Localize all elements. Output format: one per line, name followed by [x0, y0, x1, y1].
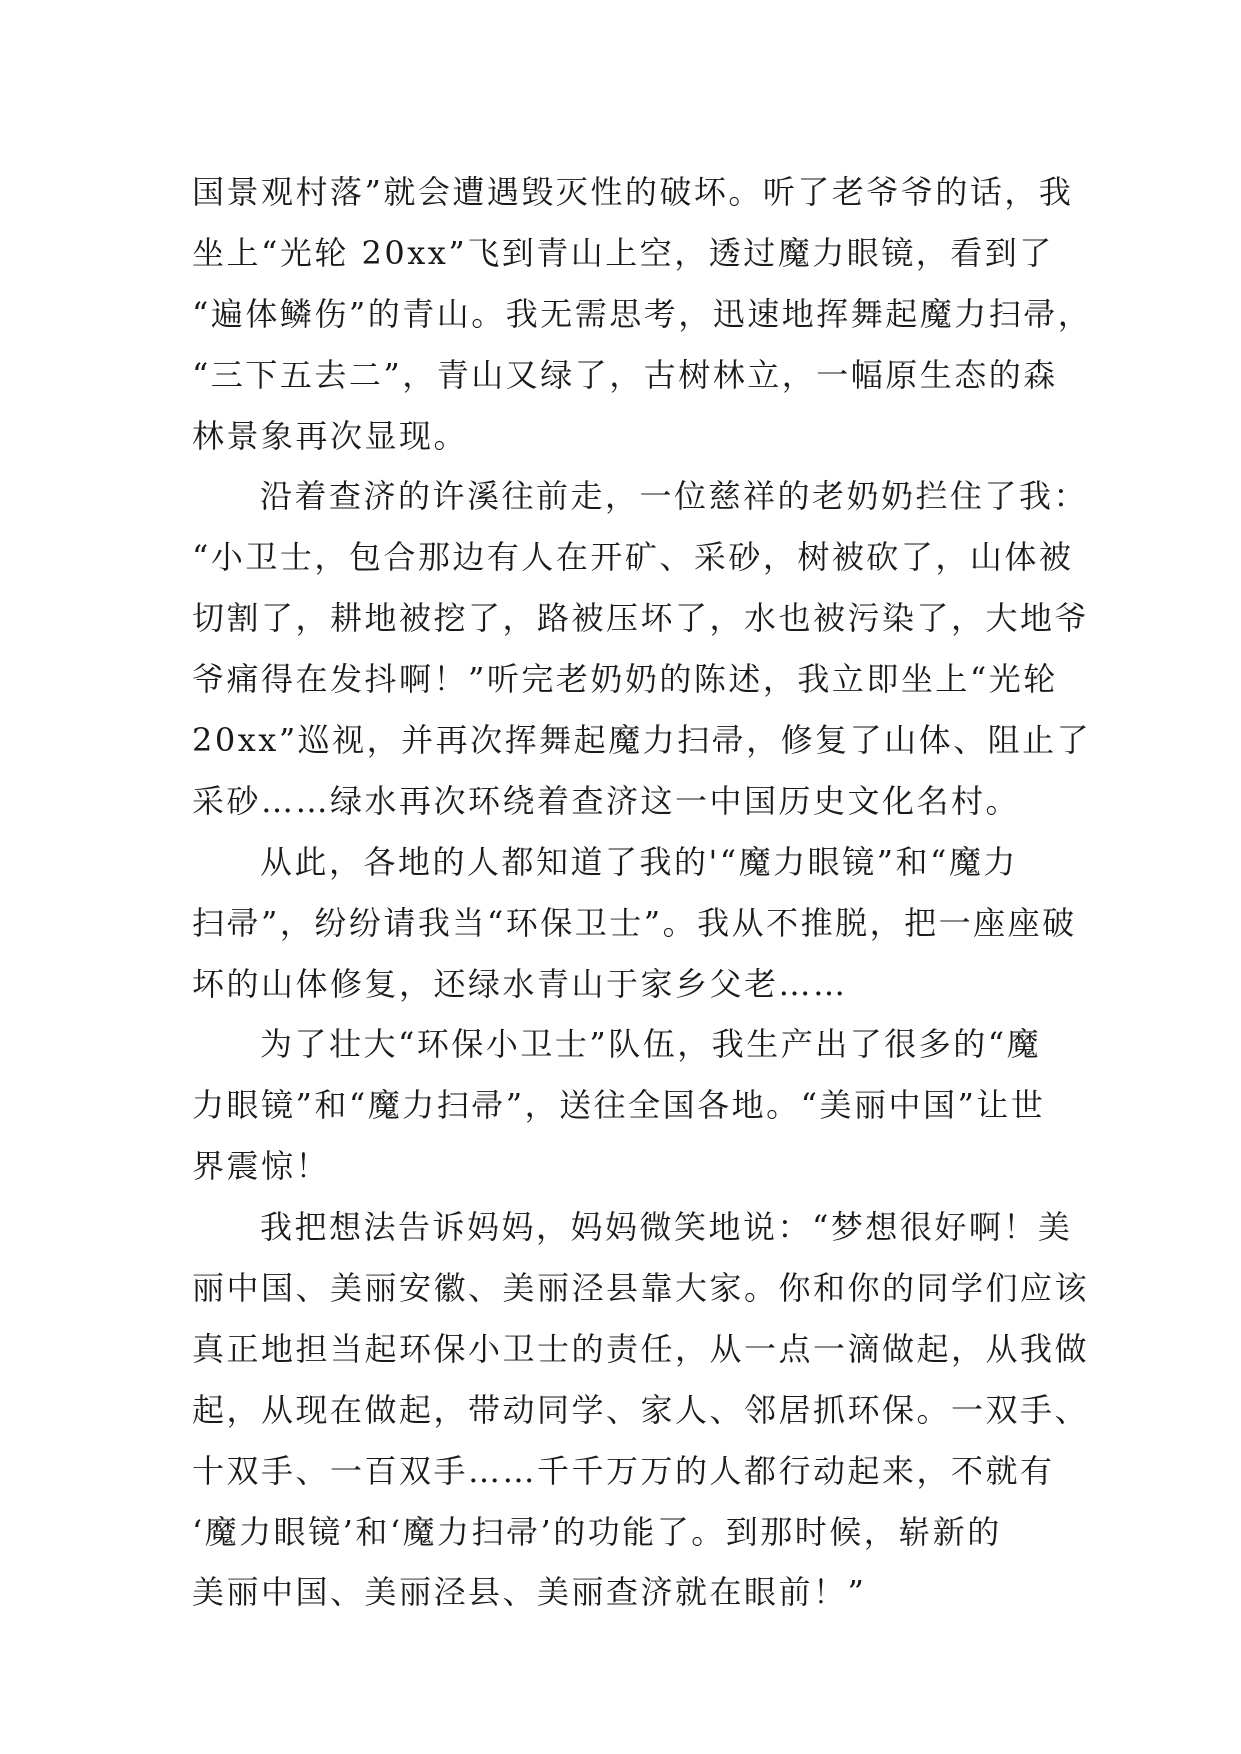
text-line: 力眼镜”和“魔力扫帚”，送往全国各地。“美丽中国”让世: [192, 1086, 1046, 1125]
text-line: 国景观村落”就会遭遇毁灭性的破坏。听了老爷爷的话，我: [192, 173, 1074, 211]
text-line: 丽中国、美丽安徽、美丽泾县靠大家。你和你的同学们应该: [192, 1269, 1090, 1308]
paragraph-start-line: 我把想法告诉妈妈，妈妈微笑地说：“梦想很好啊！美: [260, 1208, 1073, 1247]
text-line: 真正地担当起环保小卫士的责任，从一点一滴做起，从我做: [192, 1329, 1090, 1368]
text-line: 坏的山体修复，还绿水青山于家乡父老……: [192, 964, 848, 1003]
text-line: 起，从现在做起，带动同学、家人、邻居抓环保。一双手、: [192, 1390, 1090, 1429]
text-line: “小卫士，包合那边有人在开矿、采砂，树被砍了，山体被: [192, 538, 1074, 577]
text-line: 爷痛得在发抖啊！”听完老奶奶的陈述，我立即坐上“光轮: [192, 660, 1058, 699]
text-line: 十双手、一百双手……千千万万的人都行动起来，不就有: [192, 1451, 1055, 1490]
essay-body: [192, 162, 1093, 1623]
text-line: 林景象再次显现。: [192, 416, 469, 455]
text-line: 采砂……绿水再次环绕着查济这一中国历史文化名村。: [192, 781, 1021, 820]
paragraph-start-line: 为了壮大“环保小卫士”队伍，我生产出了很多的“魔: [260, 1025, 1042, 1064]
text-line: 坐上“光轮 20xx”飞到青山上空，透过魔力眼镜，看到了: [192, 233, 1054, 272]
text-line: “遍体鳞伤”的青山。我无需思考，迅速地挥舞起魔力扫帚，: [192, 294, 1093, 333]
text-line: 美丽中国、美丽泾县、美丽查济就在眼前！”: [192, 1573, 867, 1612]
paragraph-start-line: 沿着查济的许溪往前走，一位慈祥的老奶奶拦住了我：: [260, 477, 1089, 516]
text-line: ‘魔力眼镜’和‘魔力扫帚’的功能了。到那时候，崭新的: [192, 1512, 1002, 1551]
text-line: 扫帚”，纷纷请我当“环保卫士”。我从不推脱，把一座座破: [192, 903, 1077, 942]
paragraph-start-line: 从此，各地的人都知道了我的'“魔力眼镜”和“魔力: [260, 842, 1018, 881]
text-line: 切割了，耕地被挖了，路被压坏了，水也被污染了，大地爷: [192, 599, 1090, 638]
text-line: “三下五去二”，青山又绿了，古树林立，一幅原生态的森: [192, 355, 1058, 394]
text-line: 20xx”巡视，并再次挥舞起魔力扫帚，修复了山体、阻止了: [192, 721, 1092, 760]
text-line: 界震惊！: [192, 1147, 331, 1186]
